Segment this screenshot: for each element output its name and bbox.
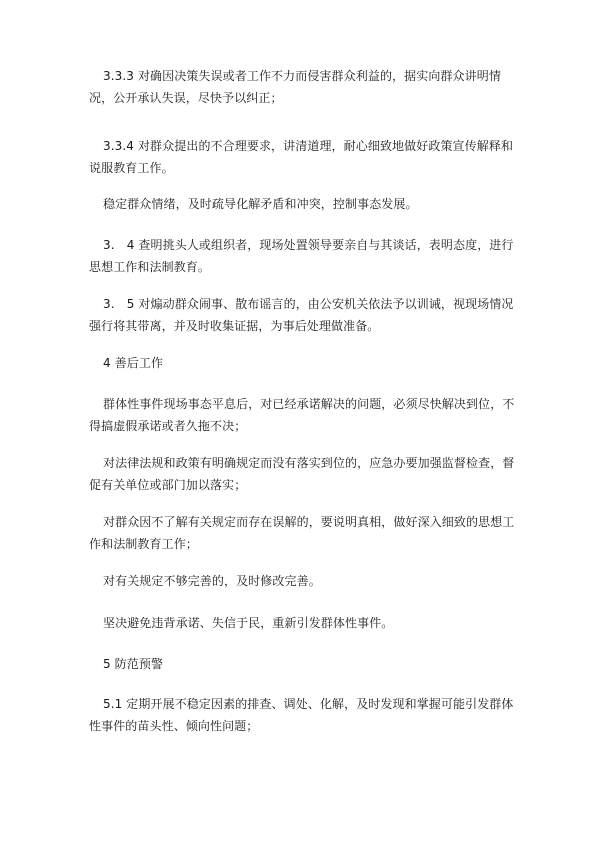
section-heading-5: 5 防范预警 — [103, 657, 164, 671]
paragraph-aftermath-1: 群体性事件现场事态平息后，对已经承诺解决的问题，必须尽快解决到位，不得搞虚假承诺或者久拖不决； — [89, 397, 515, 433]
paragraph-aftermath-2: 对法律法规和政策有明确规定而没有落实到位的，应急办要加强监督检查，督促有关单位或部门加以落实； — [89, 456, 515, 492]
paragraph-3-5: 3. 5 对煽动群众闹事、散布谣言的，由公安机关依法予以训诫，视现场情况强行将其带离，并及时收集证据，为事后处理做准备。 — [89, 297, 514, 333]
paragraph-3-4: 3. 4 查明挑头人或组织者，现场处置领导要亲自与其谈话，表明态度，进行思想工作和法制教育。 — [89, 238, 514, 274]
section-heading-4: 4 善后工作 — [103, 356, 164, 370]
paragraph-stabilize: 稳定群众情绪，及时疏导化解矛盾和冲突，控制事态发展。 — [103, 197, 418, 211]
paragraph-aftermath-3: 对群众因不了解有关规定而存在误解的，要说明真相，做好深入细致的思想工作和法制教育工作； — [89, 515, 515, 551]
paragraph-3-3-3: 3.3.3 对确因决策失误或者工作不力而侵害群众利益的，据实向群众讲明情况，公开承认失误，尽快予以纠正； — [89, 69, 501, 105]
paragraph-3-3-4: 3.3.4 对群众提出的不合理要求，讲清道理，耐心细致地做好政策宣传解释和说服教育工作。 — [89, 139, 514, 175]
paragraph-aftermath-5: 坚决避免违背承诺、失信于民，重新引发群体性事件。 — [103, 616, 394, 630]
paragraph-5-1: 5.1 定期开展不稳定因素的排查、调处、化解，及时发现和掌握可能引发群体性事件的苗头性、倾向性问题； — [89, 697, 514, 733]
paragraph-aftermath-4: 对有关规定不够完善的，及时修改完善。 — [103, 574, 321, 588]
